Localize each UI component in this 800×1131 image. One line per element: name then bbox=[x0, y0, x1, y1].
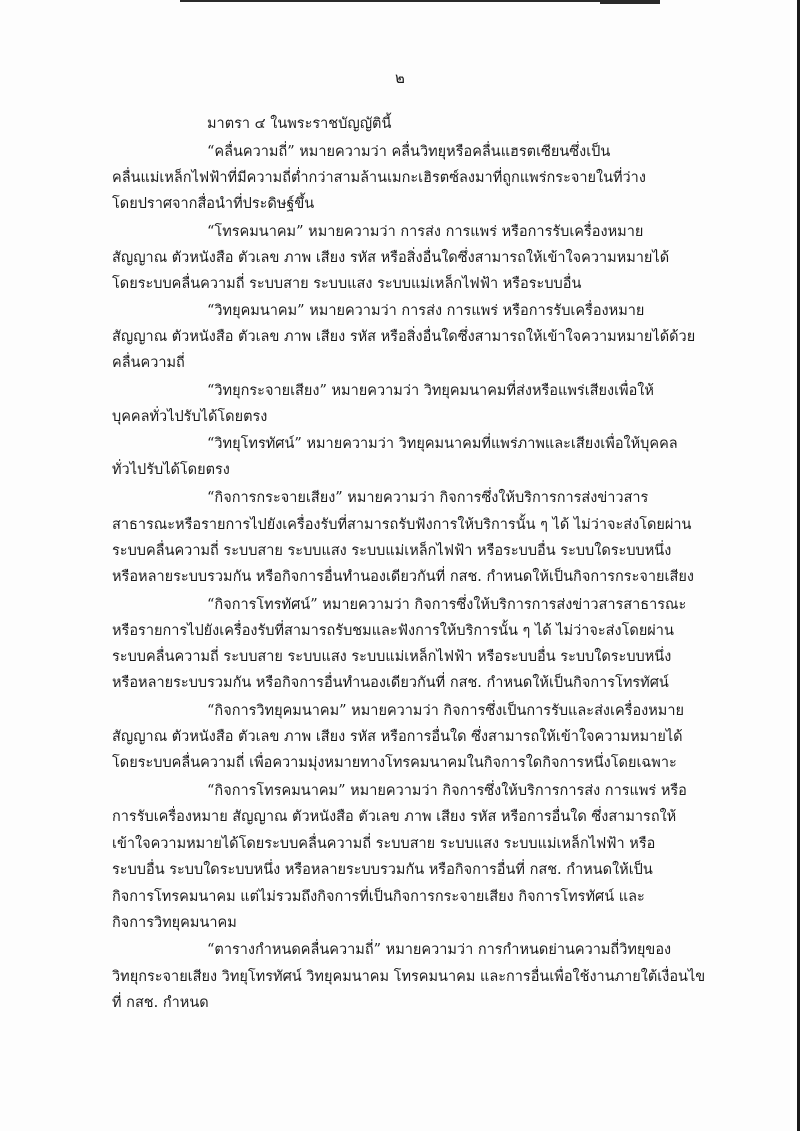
text-line: สัญญาณ ตัวหนังสือ ตัวเลข ภาพ เสียง รหัส หรือการอื่นใด ซึ่งสามารถให้เข้าใจความหมายได้ bbox=[112, 729, 683, 745]
text-line: สัญญาณ ตัวหนังสือ ตัวเลข ภาพ เสียง รหัส หรือสิ่งอื่นใดซึ่งสามารถให้เข้าใจความหมายได้ bbox=[112, 250, 670, 266]
text-line: สาธารณะหรือรายการไปยังเครื่องรับที่สามารถรับฟังการให้บริการนั้น ๆ ได้ ไม่ว่าจะส่งโดยผ่าน bbox=[112, 517, 692, 533]
text-line: โดยระบบคลื่นความถี่ เพื่อความมุ่งหมายทางโทรคมนาคมในกิจการใดกิจการหนึ่งโดยเฉพาะ bbox=[112, 755, 677, 771]
text-line: “กิจการกระจายเสียง” หมายความว่า กิจการซึ่งให้บริการการส่งข่าวสาร bbox=[207, 490, 649, 506]
text-line: “กิจการโทรคมนาคม” หมายความว่า กิจการซึ่งให้บริการการส่ง การแพร่ หรือ bbox=[207, 783, 687, 799]
text-line: เข้าใจความหมายได้โดยระบบคลื่นความถี่ ระบบสาย ระบบแสง ระบบแม่เหล็กไฟฟ้า หรือ bbox=[112, 836, 656, 852]
text-line: “คลื่นความถี่” หมายความว่า คลื่นวิทยุหรือคลื่นแฮรตเซียนซึ่งเป็น bbox=[207, 144, 611, 160]
text-line: บุคคลทั่วไปรับได้โดยตรง bbox=[112, 409, 268, 425]
scan-edge-top bbox=[180, 0, 660, 2]
text-line: ทั่วไปรับได้โดยตรง bbox=[112, 462, 230, 478]
text-line: “กิจการวิทยุคมนาคม” หมายความว่า กิจการซึ่งเป็นการรับและส่งเครื่องหมาย bbox=[207, 703, 684, 719]
text-line: “วิทยุโทรทัศน์” หมายความว่า วิทยุคมนาคมที่แพร่ภาพและเสียงเพื่อให้บุคคล bbox=[207, 436, 678, 452]
text-line: ระบบคลื่นความถี่ ระบบสาย ระบบแสง ระบบแม่เหล็กไฟฟ้า หรือระบบอื่น ระบบใดระบบหนึ่ง bbox=[112, 649, 672, 665]
text-line: การรับเครื่องหมาย สัญญาณ ตัวหนังสือ ตัวเลข ภาพ เสียง รหัส หรือการอื่นใด ซึ่งสามารถให้ bbox=[112, 809, 677, 825]
text-line: “โทรคมนาคม” หมายความว่า การส่ง การแพร่ หรือการรับเครื่องหมาย bbox=[207, 224, 644, 240]
text-line: โดยระบบคลื่นความถี่ ระบบสาย ระบบแสง ระบบแม่เหล็กไฟฟ้า หรือระบบอื่น bbox=[112, 276, 582, 292]
text-line: กิจการวิทยุคมนาคม bbox=[112, 915, 237, 931]
page-number: ๒ bbox=[395, 69, 405, 87]
text-line: สัญญาณ ตัวหนังสือ ตัวเลข ภาพ เสียง รหัส หรือสิ่งอื่นใดซึ่งสามารถให้เข้าใจความหมายได้ด้วย bbox=[112, 329, 696, 345]
text-line: โดยปราศจากสื่อนำที่ประดิษฐ์ขึ้น bbox=[112, 196, 315, 212]
text-line: “วิทยุกระจายเสียง” หมายความว่า วิทยุคมนาคมที่ส่งหรือแพร่เสียงเพื่อให้ bbox=[207, 383, 654, 399]
text-line: ระบบคลื่นความถี่ ระบบสาย ระบบแสง ระบบแม่เหล็กไฟฟ้า หรือระบบอื่น ระบบใดระบบหนึ่ง bbox=[112, 543, 672, 559]
text-line: หรือหลายระบบรวมกัน หรือกิจการอื่นทำนองเดียวกันที่ กสช. กำหนดให้เป็นกิจการโทรทัศน์ bbox=[112, 675, 669, 691]
text-line: หรือหลายระบบรวมกัน หรือกิจการอื่นทำนองเดียวกันที่ กสช. กำหนดให้เป็นกิจการกระจายเสียง bbox=[112, 569, 694, 585]
text-line: คลื่นแม่เหล็กไฟฟ้าที่มีความถี่ต่ำกว่าสามล้านเมกะเฮิรตซ์ลงมาที่ถูกแพร่กระจายในที่ว่าง bbox=[112, 170, 646, 186]
text-line: “กิจการโทรทัศน์” หมายความว่า กิจการซึ่งให้บริการการส่งข่าวสารสาธารณะ bbox=[207, 597, 687, 613]
text-line: ระบบอื่น ระบบใดระบบหนึ่ง หรือหลายระบบรวมกัน หรือกิจการอื่นที่ กสช. กำหนดให้เป็น bbox=[112, 862, 653, 878]
text-line: วิทยุกระจายเสียง วิทยุโทรทัศน์ วิทยุคมนาคม โทรคมนาคม และการอื่นเพื่อใช้งานภายใต้เงื่อนไข bbox=[112, 969, 706, 985]
text-line: คลื่นความถี่ bbox=[112, 355, 185, 371]
text-line: หรือรายการไปยังเครื่องรับที่สามารถรับชมและฟังการให้บริการนั้น ๆ ได้ ไม่ว่าจะส่งโดยผ่าน bbox=[112, 623, 674, 639]
scan-edge-top-mark bbox=[600, 0, 660, 4]
text-line: “วิทยุคมนาคม” หมายความว่า การส่ง การแพร่ หรือการรับเครื่องหมาย bbox=[207, 303, 645, 319]
text-line: “ตารางกำหนดคลื่นความถี่” หมายความว่า การกำหนดย่านความถี่วิทยุของ bbox=[207, 942, 672, 958]
text-line: มาตรา ๔ ในพระราชบัญญัตินี้ bbox=[207, 116, 392, 132]
text-line: ที่ กสช. กำหนด bbox=[112, 995, 209, 1011]
text-line: กิจการโทรคมนาคม แต่ไม่รวมถึงกิจการที่เป็นกิจการกระจายเสียง กิจการโทรทัศน์ และ bbox=[112, 889, 645, 905]
